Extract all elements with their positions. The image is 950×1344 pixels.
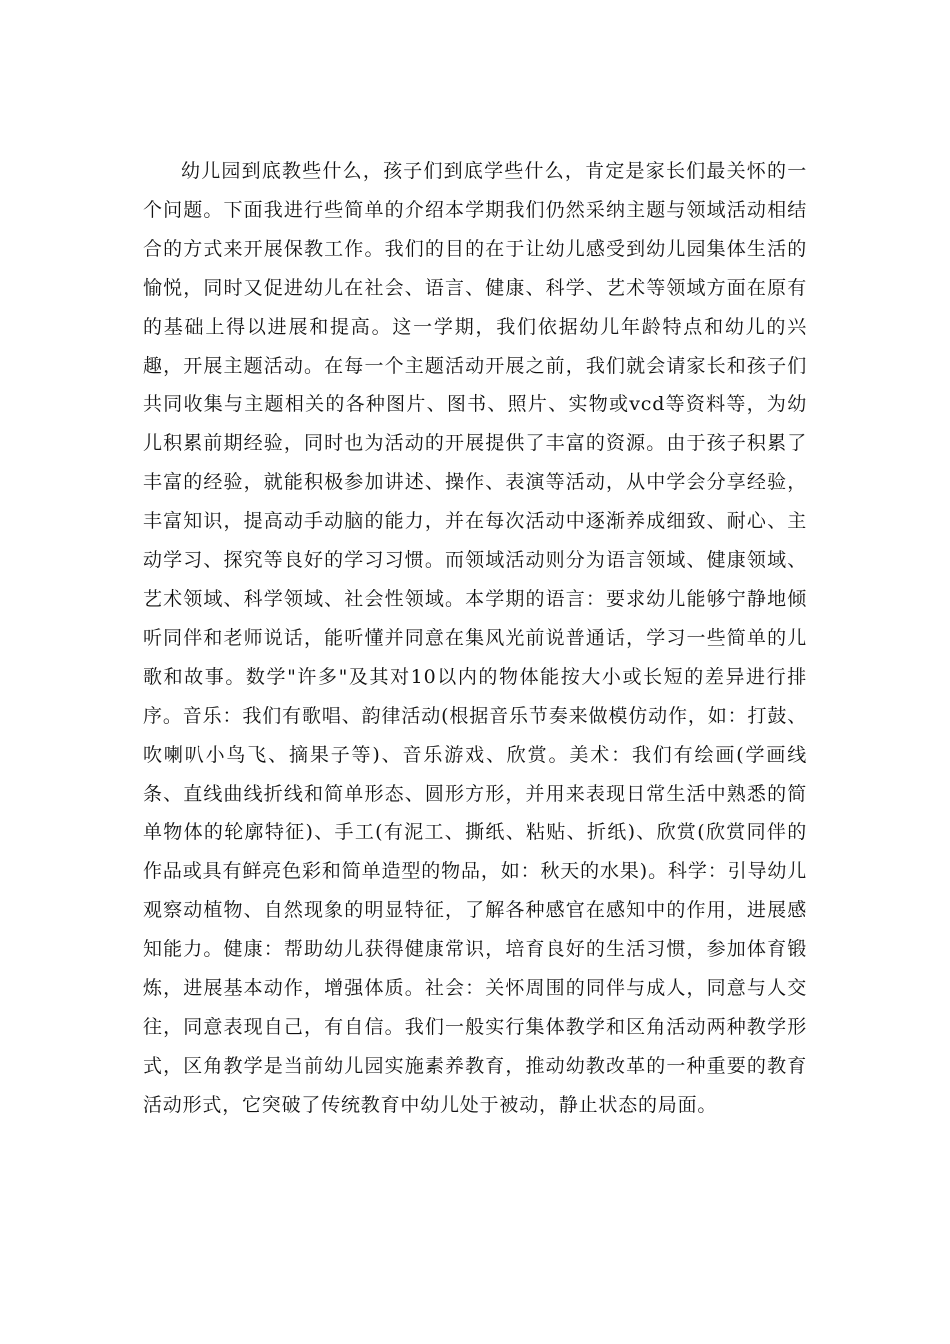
- body-paragraph: 幼儿园到底教些什么，孩子们到底学些什么，肯定是家长们最关怀的一个问题。下面我进行些简单的介绍本学期我们仍然采纳主题与领域活动相结合的方式来开展保教工作。我们的目的在于让幼儿感受到幼儿园集体生活的愉悦，同时又促进幼儿在社会、语言、健康、科学、艺术等领域方面在原有的基础上得以进展和提高。这一学期，我们依据幼儿年龄特点和幼儿的兴趣，开展主题活动。在每一个主题活动开展之前，我们就会请家长和孩子们共同收集与主题相关的各种图片、图书、照片、实物或vcd等资料等，为幼儿积累前期经验，同时也为活动的开展提供了丰富的资源。由于孩子积累了丰富的经验，就能积极参加讲述、操作、表演等活动，从中学会分享经验，丰富知识，提高动手动脑的能力，并在每次活动中逐渐养成细致、耐心、主动学习、探究等良好的学习习惯。而领域活动则分为语言领域、健康领域、艺术领域、科学领域、社会性领域。本学期的语言：要求幼儿能够宁静地倾听同伴和老师说话，能听懂并同意在集风光前说普通话，学习一些简单的儿歌和故事。数学"许多"及其对10以内的物体能按大小或长短的差异进行排序。音乐：我们有歌唱、韵律活动(根据音乐节奏来做模仿动作，如：打鼓、吹喇叭小鸟飞、摘果子等)、音乐游戏、欣赏。美术：我们有绘画(学画线条、直线曲线折线和简单形态、圆形方形，并用来表现日常生活中熟悉的简单物体的轮廓特征)、手工(有泥工、撕纸、粘贴、折纸)、欣赏(欣赏同伴的作品或具有鲜亮色彩和简单造型的物品，如：秋天的水果)。科学：引导幼儿观察动植物、自然现象的明显特征，了解各种感官在感知中的作用，进展感知能力。健康：帮助幼儿获得健康常识，培育良好的生活习惯，参加体育锻炼，进展基本动作，增强体质。社会：关怀周围的同伴与成人，同意与人交往，同意表现自己，有自信。我们一般实行集体教学和区角活动两种教学形式，区角教学是当前幼儿园实施素养教育，推动幼教改革的一种重要的教育活动形式，它突破了传统教育中幼儿处于被动，静止状态的局面。: [143, 160, 807, 1116]
